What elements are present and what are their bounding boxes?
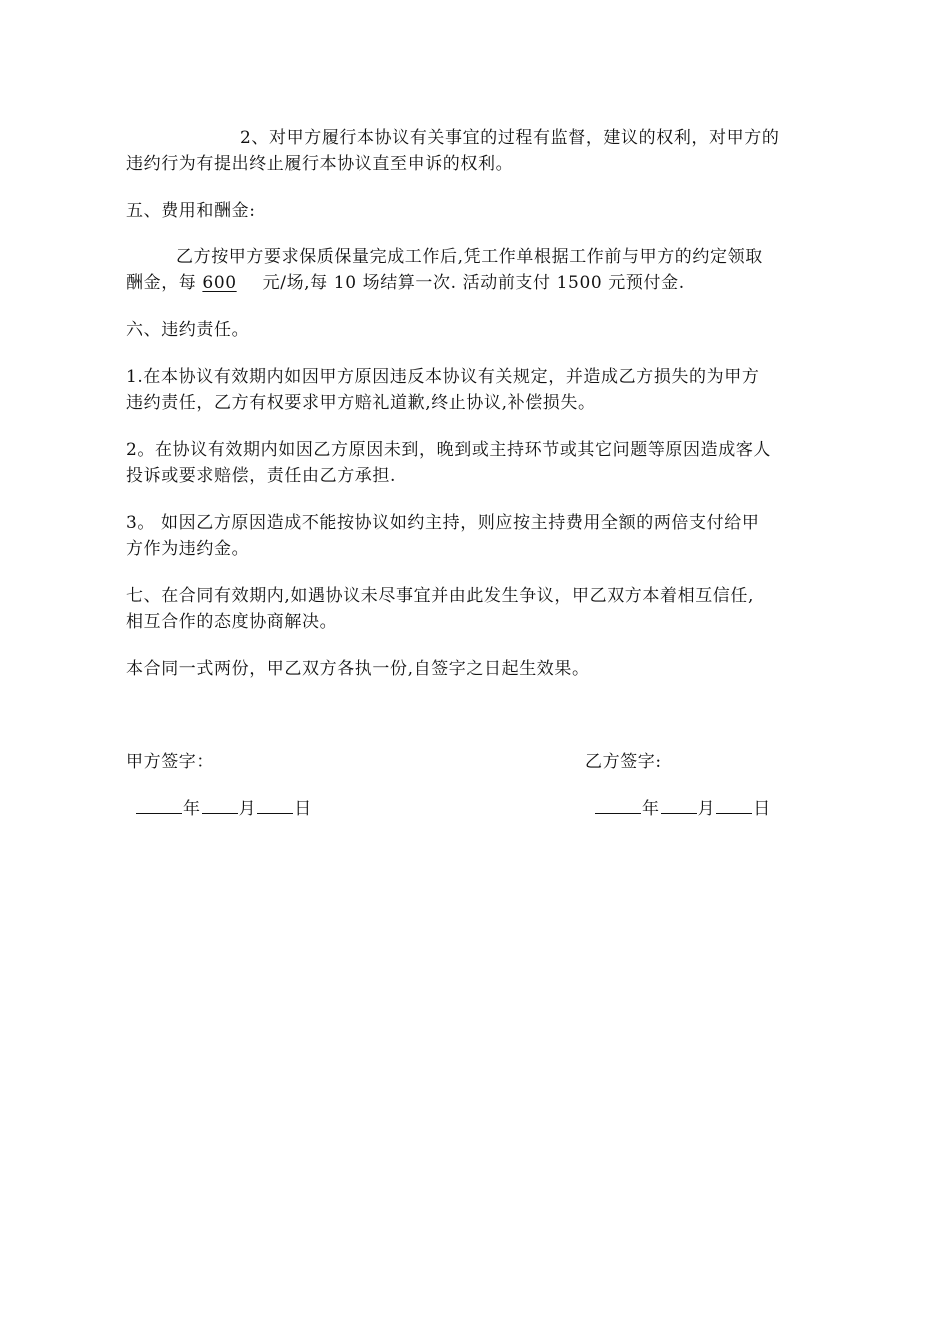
month-label: 月 — [697, 799, 716, 819]
month-blank[interactable] — [661, 795, 697, 814]
section-6-item-3-line-2: 方作为违约金。 — [126, 539, 250, 559]
year-label: 年 — [642, 799, 660, 819]
day-label: 日 — [753, 799, 771, 819]
fee-prefix: 酬金，每 — [126, 273, 203, 293]
party-b-date-line — [594, 795, 771, 822]
party-b-signature-label: 乙方签字: — [585, 752, 662, 772]
section-6-item-3-line-1: 3。 如因乙方原因造成不能按协议如约主持，则应按主持费用全额的两倍支付给甲 — [126, 513, 760, 533]
section-5-heading: 五、费用和酬金: — [126, 201, 256, 221]
section-5-line-1: 乙方按甲方要求保质保量完成工作后,凭工作单根据工作前与甲方的约定领取 — [176, 247, 763, 267]
closing-statement: 本合同一式两份，甲乙双方各执一份,自签字之日起生效果。 — [126, 659, 590, 679]
day-blank[interactable] — [716, 795, 752, 814]
year-blank[interactable] — [595, 795, 641, 814]
clause-2-line-1: 2、对甲方履行本协议有关事宜的过程有监督，建议的权利，对甲方的 — [240, 128, 780, 148]
section-7-line-1: 七、在合同有效期内,如遇协议未尽事宜并由此发生争议，甲乙双方本着相互信任, — [126, 586, 755, 606]
section-6-item-2-line-1: 2。在协议有效期内如因乙方原因未到，晚到或主持环节或其它问题等原因造成客人 — [126, 440, 772, 460]
section-6-heading: 六、违约责任。 — [126, 320, 250, 340]
year-blank[interactable] — [136, 795, 182, 814]
party-a-signature-label: 甲方签字： — [126, 752, 214, 772]
year-label: 年 — [183, 799, 201, 819]
section-7-line-2: 相互合作的态度协商解决。 — [126, 612, 338, 632]
month-label: 月 — [238, 799, 257, 819]
fee-suffix: 元/场,每 10 场结算一次. 活动前支付 1500 元预付金. — [262, 273, 685, 293]
party-a-date-line — [135, 795, 312, 822]
section-6-item-1-line-2: 违约责任，乙方有权要求甲方赔礼道歉,终止协议,补偿损失。 — [126, 393, 596, 413]
section-6-item-1-line-1: 1.在本协议有效期内如因甲方原因违反本协议有关规定，并造成乙方损失的为甲方 — [126, 367, 760, 387]
day-label: 日 — [294, 799, 312, 819]
section-5-line-2 — [126, 270, 685, 296]
month-blank[interactable] — [202, 795, 238, 814]
section-6-item-2-line-2: 投诉或要求赔偿，责任由乙方承担. — [126, 466, 397, 486]
day-blank[interactable] — [257, 795, 293, 814]
clause-2-line-2: 违约行为有提出终止履行本协议直至申诉的权利。 — [126, 154, 514, 174]
fee-amount: 600 — [202, 273, 237, 293]
